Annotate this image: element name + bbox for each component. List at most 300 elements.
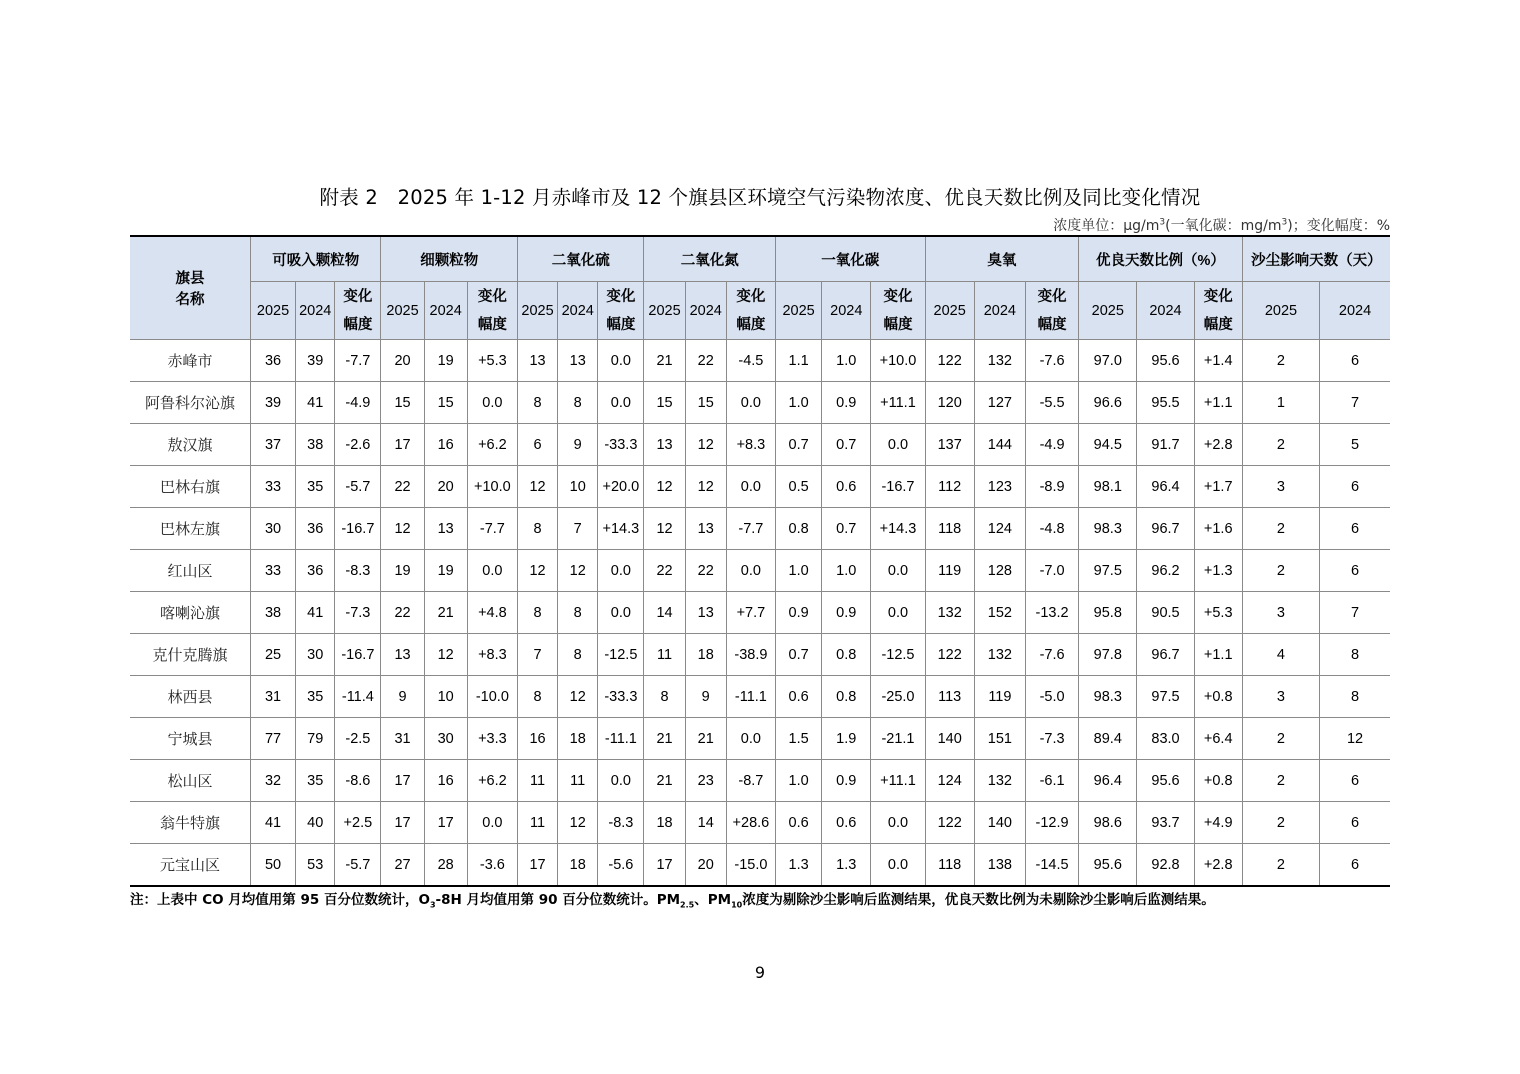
table-cell: 2 xyxy=(1242,550,1319,592)
table-cell: 124 xyxy=(974,508,1025,550)
table-cell: 22 xyxy=(381,466,424,508)
table-cell: 13 xyxy=(685,592,726,634)
table-cell: -7.7 xyxy=(335,340,381,382)
table-cell: 119 xyxy=(974,676,1025,718)
table-cell: 15 xyxy=(424,382,467,424)
table-cell: 8 xyxy=(517,592,557,634)
table-cell: 3 xyxy=(1242,466,1319,508)
table-cell: +6.2 xyxy=(467,760,517,802)
table-cell: 123 xyxy=(974,466,1025,508)
table-cell: 92.8 xyxy=(1137,844,1194,887)
table-cell: 0.0 xyxy=(726,382,775,424)
table-cell: 20 xyxy=(424,466,467,508)
table-cell: 30 xyxy=(296,634,335,676)
table-cell: 41 xyxy=(296,592,335,634)
year-current-header: 2025 xyxy=(776,282,822,340)
table-cell: 96.4 xyxy=(1079,760,1137,802)
table-cell: 151 xyxy=(974,718,1025,760)
table-cell: 8 xyxy=(558,592,598,634)
table-cell: -8.9 xyxy=(1025,466,1078,508)
table-cell: -4.8 xyxy=(1025,508,1078,550)
table-cell: -7.7 xyxy=(467,508,517,550)
table-title: 附表 2 2025 年 1-12 月赤峰市及 12 个旗县区环境空气污染物浓度、优良天数比例及同比变化情况 xyxy=(319,186,1201,209)
year-previous-header: 2024 xyxy=(822,282,871,340)
table-cell: -11.4 xyxy=(335,676,381,718)
county-name: 宁城县 xyxy=(130,718,250,760)
table-cell: 15 xyxy=(381,382,424,424)
table-cell: 18 xyxy=(558,844,598,887)
table-cell: -5.6 xyxy=(598,844,644,887)
table-cell: 1.3 xyxy=(822,844,871,887)
table-cell: -21.1 xyxy=(871,718,925,760)
year-current-header: 2025 xyxy=(644,282,685,340)
table-cell: 4 xyxy=(1242,634,1319,676)
table-cell: 0.9 xyxy=(822,592,871,634)
table-cell: 127 xyxy=(974,382,1025,424)
table-footnote: 注：上表中 CO 月均值用第 95 百分位数统计，$O_3-8H$ 月均值用第 90 百分位数统计。$PM_{2.5}$、$PM_{10}$浓度为剔除沙尘影响后监测结果，优良天数比例为未剔除沙尘影响后监测结果。 xyxy=(130,892,1215,910)
table-cell: 38 xyxy=(296,424,335,466)
group-header: 优良天数比例（%） xyxy=(1079,236,1243,282)
table-row xyxy=(130,424,1390,466)
county-name: 林西县 xyxy=(130,676,250,718)
table-cell: 8 xyxy=(644,676,685,718)
table-cell: -16.7 xyxy=(335,508,381,550)
table-cell: 40 xyxy=(296,802,335,844)
table-cell: +4.9 xyxy=(1194,802,1242,844)
table-cell: 0.7 xyxy=(776,424,822,466)
table-cell: +0.8 xyxy=(1194,760,1242,802)
table-cell: 35 xyxy=(296,466,335,508)
table-cell: -2.6 xyxy=(335,424,381,466)
table-cell: 0.8 xyxy=(822,676,871,718)
table-cell: +8.3 xyxy=(467,634,517,676)
table-cell: 7 xyxy=(517,634,557,676)
table-cell: -7.6 xyxy=(1025,340,1078,382)
table-cell: 13 xyxy=(381,634,424,676)
table-cell: 95.6 xyxy=(1137,760,1194,802)
year-previous-header: 2024 xyxy=(1137,282,1194,340)
table-cell: 11 xyxy=(644,634,685,676)
table-cell: -16.7 xyxy=(335,634,381,676)
table-cell: -4.5 xyxy=(726,340,775,382)
table-cell: 144 xyxy=(974,424,1025,466)
table-cell: 19 xyxy=(424,340,467,382)
group-header: 二氧化硫 xyxy=(517,236,643,282)
year-previous-header: 2024 xyxy=(424,282,467,340)
table-cell: -33.3 xyxy=(598,676,644,718)
table-cell: +2.8 xyxy=(1194,844,1242,887)
table-cell: +2.5 xyxy=(335,802,381,844)
table-cell: 97.5 xyxy=(1079,550,1137,592)
table-cell: 0.9 xyxy=(776,592,822,634)
table-cell: 11 xyxy=(558,760,598,802)
table-cell: 118 xyxy=(925,508,974,550)
table-cell: 1.0 xyxy=(776,760,822,802)
table-cell: -4.9 xyxy=(335,382,381,424)
table-cell: 13 xyxy=(424,508,467,550)
table-cell: 0.0 xyxy=(467,802,517,844)
table-cell: 41 xyxy=(296,382,335,424)
table-cell: 13 xyxy=(558,340,598,382)
table-cell: 119 xyxy=(925,550,974,592)
table-cell: 6 xyxy=(1320,802,1390,844)
table-cell: -5.5 xyxy=(1025,382,1078,424)
table-cell: 98.3 xyxy=(1079,676,1137,718)
table-cell: 2 xyxy=(1242,802,1319,844)
table-cell: 17 xyxy=(517,844,557,887)
table-row xyxy=(130,592,1390,634)
table-cell: 39 xyxy=(296,340,335,382)
page-number: 9 xyxy=(754,963,766,982)
table-cell: 83.0 xyxy=(1137,718,1194,760)
table-cell: 30 xyxy=(424,718,467,760)
table-cell: 0.0 xyxy=(598,382,644,424)
table-cell: 2 xyxy=(1242,718,1319,760)
table-cell: 2 xyxy=(1242,844,1319,887)
table-cell: -7.0 xyxy=(1025,550,1078,592)
change-header: 变化 幅度 xyxy=(726,282,775,340)
table-cell: 25 xyxy=(250,634,295,676)
table-cell: 38 xyxy=(250,592,295,634)
table-cell: +10.0 xyxy=(871,340,925,382)
table-cell: -8.6 xyxy=(335,760,381,802)
table-cell: 96.7 xyxy=(1137,634,1194,676)
group-header: 可吸入颗粒物 xyxy=(250,236,381,282)
table-cell: 41 xyxy=(250,802,295,844)
table-cell: -7.7 xyxy=(726,508,775,550)
table-cell: +6.4 xyxy=(1194,718,1242,760)
table-cell: -11.1 xyxy=(726,676,775,718)
unit-note: 浓度单位：$\mu g/m^3$(一氧化碳：$mg/m^3$)；变化幅度：% xyxy=(1053,217,1390,234)
table-cell: 122 xyxy=(925,340,974,382)
table-cell: +3.3 xyxy=(467,718,517,760)
table-cell: 0.0 xyxy=(871,550,925,592)
table-cell: -12.9 xyxy=(1025,802,1078,844)
table-cell: +1.6 xyxy=(1194,508,1242,550)
table-cell: 9 xyxy=(558,424,598,466)
table-cell: 18 xyxy=(685,634,726,676)
table-cell: 16 xyxy=(517,718,557,760)
table-cell: 124 xyxy=(925,760,974,802)
year-previous-header: 2024 xyxy=(685,282,726,340)
table-cell: 27 xyxy=(381,844,424,887)
county-name: 赤峰市 xyxy=(130,340,250,382)
table-cell: +14.3 xyxy=(598,508,644,550)
table-row xyxy=(130,340,1390,382)
table-cell: 1.5 xyxy=(776,718,822,760)
table-cell: 22 xyxy=(644,550,685,592)
table-cell: 0.6 xyxy=(822,466,871,508)
table-cell: 8 xyxy=(1320,634,1390,676)
table-cell: 15 xyxy=(644,382,685,424)
table-cell: 122 xyxy=(925,634,974,676)
table-cell: -11.1 xyxy=(598,718,644,760)
table-cell: 3 xyxy=(1242,592,1319,634)
table-cell: 12 xyxy=(558,676,598,718)
table-cell: -8.3 xyxy=(335,550,381,592)
year-previous-header: 2024 xyxy=(558,282,598,340)
table-cell: 8 xyxy=(517,676,557,718)
table-cell: -15.0 xyxy=(726,844,775,887)
table-cell: 97.5 xyxy=(1137,676,1194,718)
table-cell: -16.7 xyxy=(871,466,925,508)
table-cell: 122 xyxy=(925,802,974,844)
table-cell: 28 xyxy=(424,844,467,887)
county-name: 巴林左旗 xyxy=(130,508,250,550)
table-row xyxy=(130,634,1390,676)
table-cell: 12 xyxy=(685,424,726,466)
table-cell: 1.0 xyxy=(822,340,871,382)
table-cell: -12.5 xyxy=(871,634,925,676)
table-cell: 140 xyxy=(974,802,1025,844)
county-name: 巴林右旗 xyxy=(130,466,250,508)
table-cell: 9 xyxy=(381,676,424,718)
table-cell: -4.9 xyxy=(1025,424,1078,466)
year-current-header: 2025 xyxy=(1079,282,1137,340)
table-cell: 9 xyxy=(685,676,726,718)
year-previous-header: 2024 xyxy=(296,282,335,340)
table-cell: 0.0 xyxy=(726,550,775,592)
county-name: 敖汉旗 xyxy=(130,424,250,466)
table-cell: 0.9 xyxy=(822,382,871,424)
change-header: 变化 幅度 xyxy=(335,282,381,340)
table-cell: -7.6 xyxy=(1025,634,1078,676)
table-cell: 10 xyxy=(424,676,467,718)
table-cell: +10.0 xyxy=(467,466,517,508)
table-cell: 6 xyxy=(517,424,557,466)
table-cell: 21 xyxy=(424,592,467,634)
table-cell: 120 xyxy=(925,382,974,424)
county-name: 翁牛特旗 xyxy=(130,802,250,844)
table-cell: 20 xyxy=(685,844,726,887)
table-cell: 98.6 xyxy=(1079,802,1137,844)
year-previous-header: 2024 xyxy=(974,282,1025,340)
table-cell: -7.3 xyxy=(335,592,381,634)
table-cell: 6 xyxy=(1320,340,1390,382)
table-cell: +0.8 xyxy=(1194,676,1242,718)
table-cell: 21 xyxy=(644,760,685,802)
table-cell: +1.1 xyxy=(1194,382,1242,424)
table-cell: 35 xyxy=(296,676,335,718)
table-cell: 94.5 xyxy=(1079,424,1137,466)
table-cell: 18 xyxy=(558,718,598,760)
group-header: 臭氧 xyxy=(925,236,1079,282)
table-cell: 128 xyxy=(974,550,1025,592)
table-cell: 98.1 xyxy=(1079,466,1137,508)
table-cell: 36 xyxy=(296,508,335,550)
county-name: 阿鲁科尔沁旗 xyxy=(130,382,250,424)
table-cell: 0.0 xyxy=(871,844,925,887)
table-cell: 18 xyxy=(644,802,685,844)
air-quality-table xyxy=(130,235,1390,887)
table-cell: 1.1 xyxy=(776,340,822,382)
table-cell: 0.6 xyxy=(776,676,822,718)
table-row xyxy=(130,466,1390,508)
table-cell: 33 xyxy=(250,550,295,592)
table-cell: 0.7 xyxy=(776,634,822,676)
table-cell: -2.5 xyxy=(335,718,381,760)
table-cell: 0.0 xyxy=(598,340,644,382)
year-current-header: 2025 xyxy=(381,282,424,340)
table-cell: 0.7 xyxy=(822,508,871,550)
table-cell: -5.0 xyxy=(1025,676,1078,718)
table-cell: 6 xyxy=(1320,466,1390,508)
table-cell: 17 xyxy=(381,760,424,802)
table-cell: 0.0 xyxy=(598,550,644,592)
table-cell: 0.9 xyxy=(822,760,871,802)
table-cell: 0.0 xyxy=(871,592,925,634)
table-cell: 22 xyxy=(685,550,726,592)
table-cell: 0.0 xyxy=(871,802,925,844)
table-cell: 8 xyxy=(517,382,557,424)
county-header: 旗县 名称 xyxy=(130,236,250,340)
table-cell: -14.5 xyxy=(1025,844,1078,887)
table-cell: 36 xyxy=(250,340,295,382)
table-cell: 90.5 xyxy=(1137,592,1194,634)
table-cell: 14 xyxy=(644,592,685,634)
table-cell: 21 xyxy=(644,718,685,760)
table-cell: -13.2 xyxy=(1025,592,1078,634)
table-row xyxy=(130,718,1390,760)
table-cell: 0.0 xyxy=(726,466,775,508)
table-cell: 8 xyxy=(1320,676,1390,718)
table-cell: -12.5 xyxy=(598,634,644,676)
table-cell: 19 xyxy=(381,550,424,592)
table-cell: 96.7 xyxy=(1137,508,1194,550)
table-cell: -8.3 xyxy=(598,802,644,844)
table-cell: 97.0 xyxy=(1079,340,1137,382)
table-cell: +5.3 xyxy=(467,340,517,382)
table-cell: 7 xyxy=(558,508,598,550)
table-cell: 1.0 xyxy=(822,550,871,592)
table-cell: 96.6 xyxy=(1079,382,1137,424)
table-cell: 152 xyxy=(974,592,1025,634)
table-cell: 95.6 xyxy=(1079,844,1137,887)
table-cell: 21 xyxy=(644,340,685,382)
table-cell: 8 xyxy=(517,508,557,550)
table-cell: 53 xyxy=(296,844,335,887)
table-cell: 30 xyxy=(250,508,295,550)
table-cell: +20.0 xyxy=(598,466,644,508)
table-cell: 0.0 xyxy=(871,424,925,466)
table-cell: 12 xyxy=(644,466,685,508)
table-cell: 0.0 xyxy=(467,550,517,592)
table-cell: 97.8 xyxy=(1079,634,1137,676)
table-cell: 6 xyxy=(1320,760,1390,802)
table-cell: +7.7 xyxy=(726,592,775,634)
table-cell: 93.7 xyxy=(1137,802,1194,844)
table-cell: 20 xyxy=(381,340,424,382)
table-cell: 77 xyxy=(250,718,295,760)
table-cell: 112 xyxy=(925,466,974,508)
table-cell: -38.9 xyxy=(726,634,775,676)
table-cell: 89.4 xyxy=(1079,718,1137,760)
table-cell: 11 xyxy=(517,802,557,844)
table-cell: 0.6 xyxy=(776,802,822,844)
table-row xyxy=(130,760,1390,802)
table-cell: 96.4 xyxy=(1137,466,1194,508)
table-cell: 2 xyxy=(1242,508,1319,550)
table-cell: +1.3 xyxy=(1194,550,1242,592)
table-cell: -25.0 xyxy=(871,676,925,718)
table-cell: +1.1 xyxy=(1194,634,1242,676)
table-cell: 12 xyxy=(1320,718,1390,760)
table-cell: 0.0 xyxy=(598,592,644,634)
table-cell: 16 xyxy=(424,424,467,466)
table-cell: -5.7 xyxy=(335,466,381,508)
table-cell: 39 xyxy=(250,382,295,424)
table-cell: +1.4 xyxy=(1194,340,1242,382)
table-cell: 17 xyxy=(381,424,424,466)
county-name: 克什克腾旗 xyxy=(130,634,250,676)
table-cell: 91.7 xyxy=(1137,424,1194,466)
county-name: 红山区 xyxy=(130,550,250,592)
table-cell: 1.0 xyxy=(776,382,822,424)
table-cell: 6 xyxy=(1320,844,1390,887)
group-header: 细颗粒物 xyxy=(381,236,518,282)
table-cell: +11.1 xyxy=(871,760,925,802)
table-cell: +4.8 xyxy=(467,592,517,634)
table-cell: 5 xyxy=(1320,424,1390,466)
table-cell: 98.3 xyxy=(1079,508,1137,550)
table-cell: 1.0 xyxy=(776,550,822,592)
table-row xyxy=(130,382,1390,424)
change-header: 变化 幅度 xyxy=(1025,282,1078,340)
year-current-header: 2025 xyxy=(925,282,974,340)
county-name: 松山区 xyxy=(130,760,250,802)
table-cell: 132 xyxy=(974,760,1025,802)
change-header: 变化 幅度 xyxy=(467,282,517,340)
table-cell: 140 xyxy=(925,718,974,760)
table-cell: 1.3 xyxy=(776,844,822,887)
table-cell: 12 xyxy=(644,508,685,550)
table-cell: 22 xyxy=(381,592,424,634)
table-cell: 22 xyxy=(685,340,726,382)
table-cell: 13 xyxy=(685,508,726,550)
table-cell: +14.3 xyxy=(871,508,925,550)
table-cell: 10 xyxy=(558,466,598,508)
table-cell: 3 xyxy=(1242,676,1319,718)
change-header: 变化 幅度 xyxy=(598,282,644,340)
table-cell: -6.1 xyxy=(1025,760,1078,802)
table-cell: 95.6 xyxy=(1137,340,1194,382)
group-header: 一氧化碳 xyxy=(776,236,926,282)
table-cell: +28.6 xyxy=(726,802,775,844)
table-cell: 17 xyxy=(644,844,685,887)
table-row xyxy=(130,550,1390,592)
county-name: 元宝山区 xyxy=(130,844,250,887)
table-cell: 137 xyxy=(925,424,974,466)
table-cell: +6.2 xyxy=(467,424,517,466)
table-cell: 7 xyxy=(1320,382,1390,424)
table-cell: -8.7 xyxy=(726,760,775,802)
change-header: 变化 幅度 xyxy=(1194,282,1242,340)
table-cell: 8 xyxy=(558,634,598,676)
table-cell: 21 xyxy=(685,718,726,760)
table-cell: 12 xyxy=(424,634,467,676)
table-cell: 1.9 xyxy=(822,718,871,760)
table-cell: 2 xyxy=(1242,424,1319,466)
table-cell: -3.6 xyxy=(467,844,517,887)
table-cell: 31 xyxy=(381,718,424,760)
table-cell: 11 xyxy=(517,760,557,802)
table-cell: 113 xyxy=(925,676,974,718)
table-cell: 14 xyxy=(685,802,726,844)
table-cell: 32 xyxy=(250,760,295,802)
table-cell: 95.8 xyxy=(1079,592,1137,634)
table-cell: 13 xyxy=(517,340,557,382)
table-cell: 23 xyxy=(685,760,726,802)
